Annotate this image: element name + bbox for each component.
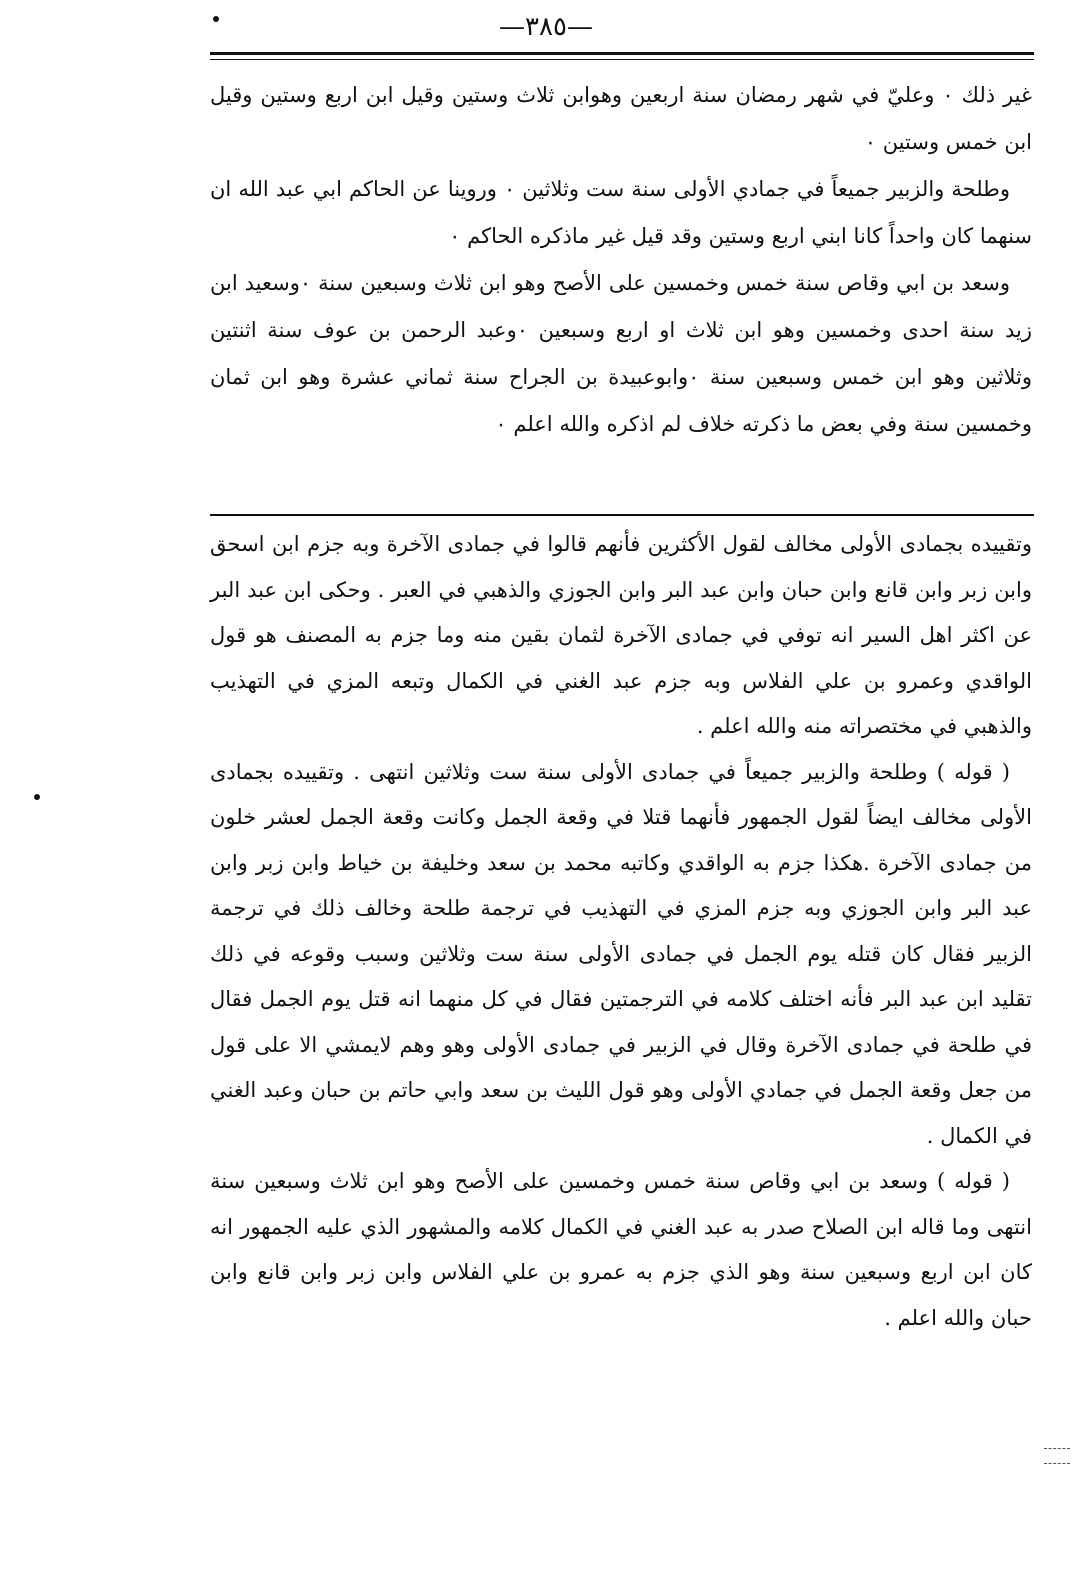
footnote-paragraph: ( قوله ) وطلحة والزبير جميعاً في جمادى الأولى سنة ست وثلاثين انتهى . وتقييده بجمادى الأولى مخالف ايضاً لقول الجمهور فأنهما قتلا في وقعة الجمل وكانت وقعة الجمل لعشر خلون من جمادى الآخرة .هكذا جزم به الواقدي وكاتبه محمد بن سعد وخليفة بن خياط وابن زبر وابن عبد البر وابن الجوزي وبه جزم المزي في التهذيب في ترجمة طلحة وخالف ذلك في ترجمة الزبير فقال كان قتله يوم الجمل في جمادى الأولى سنة ست وثلاثين وسبب وقوعه في ذلك تقليد ابن عبد البر فأنه اختلف كلامه في الترجمتين فقال في كل منهما انه قتل يوم الجمل فقال في طلحة في جمادى الآخرة وقال في الزبير في جمادى الأولى وهو وهم لايمشي الا على قول من جعل وقعة الجمل في جمادي الأولى وهو قول الليث بن سعد وابي حاتم بن حبان وعبد الغني في الكمال . (210, 759, 1033, 1148)
main-paragraph: وطلحة والزبير جميعاً في جمادي الأولى سنة ست وثلاثين ٠ وروينا عن الحاكم ابي عبد الله ان سنهما كان واحداً كانا ابني اربع وستين وقد قيل غير ماذكره الحاكم ٠ (210, 177, 1032, 248)
footnote-paragraph: ( قوله ) وسعد بن ابي وقاص سنة خمس وخمسين على الأصح وهو ابن ثلاث وسبعين سنة انتهى وما قاله ابن الصلاح صدر به عبد الغني في الكمال كلامه والمشهور الذي عليه الجمهور انه كان ابن اربع وسبعين سنة وهو الذي جزم به عمرو بن علي الفلاس وابن زبر وابن قانع وابن حبان والله اعلم . (210, 1169, 1032, 1330)
page-number: —٣٨٥— (499, 12, 593, 42)
main-paragraph: غير ذلك ٠ وعليّ في شهر رمضان سنة اربعين وهوابن ثلاث وستين وقيل ابن اربع وستين وقيل ابن خمس وستين ٠ (210, 83, 1032, 154)
footnotes (210, 522, 1032, 1341)
main-paragraph: وسعد بن ابي وقاص سنة خمس وخمسين على الأصح وهو ابن ثلاث وسبعين سنة ٠وسعيد ابن زيد سنة احدى وخمسين وهو ابن ثلاث او اربع وسبعين ٠وعبد الرحمن بن عوف سنة اثنتين وثلاثين وهو ابن خمس وسبعين سنة ٠وابوعبيدة بن الجراح سنة ثماني عشرة وهو ابن ثمان وخمسين سنة وفي بعض ما ذكرته خلاف لم اذكره والله اعلم ٠ (210, 271, 1032, 436)
main-text (210, 72, 1032, 448)
header-rule (210, 52, 1034, 55)
footnote-paragraph: وتقييده بجمادى الأولى مخالف لقول الأكثرين فأنهم قالوا في جمادى الآخرة وبه جزم ابن اسحق وابن زبر وابن قانع وابن حبان وابن عبد البر وابن الجوزي والذهبي في العبر . وحكى ابن عبد البر عن اكثر اهل السير انه توفي في جمادى الآخرة لثمان بقين منه وما جزم به المصنف هو قول الواقدي وعمرو بن علي الفلاس وبه جزم عبد الغني في الكمال وتبعه المزي في التهذيب والذهبي في مختصراته منه والله اعلم . (210, 532, 1032, 738)
margin-speck (34, 794, 40, 800)
header-rule-thin (210, 59, 1034, 60)
footnote-separator (210, 514, 1034, 516)
margin-mark (1044, 1448, 1070, 1464)
